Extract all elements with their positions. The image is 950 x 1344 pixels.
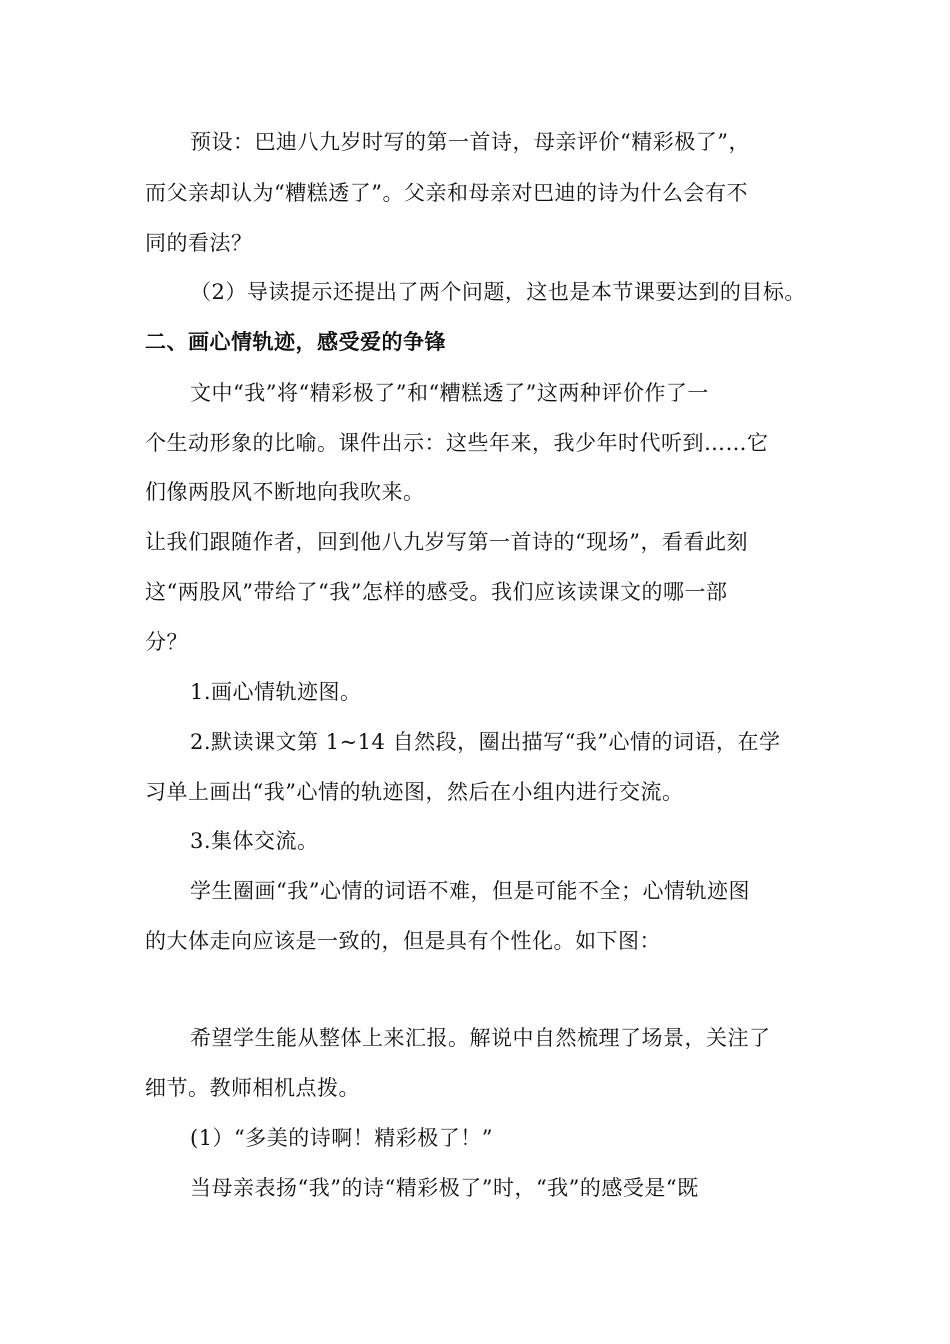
paragraph-line: 同的看法？ bbox=[145, 231, 253, 255]
paragraph-line: 们像两股风不断地向我吹来。 bbox=[145, 480, 425, 504]
paragraph-line: 希望学生能从整体上来汇报。解说中自然梳理了场景，关注了 bbox=[190, 1026, 771, 1050]
paragraph-line: 让我们跟随作者，回到他八九岁写第一首诗的“现场”，看看此刻 bbox=[145, 530, 748, 554]
paragraph-line: 分？ bbox=[145, 630, 188, 654]
paragraph-line: 文中“我”将“精彩极了”和“糟糕透了”这两种评价作了一 bbox=[190, 381, 709, 405]
paragraph-line: （2）导读提示还提出了两个问题，这也是本节课要达到的目标。 bbox=[190, 280, 806, 304]
list-item: 2.默读课文第 1~14 自然段，圈出描写“我”心情的词语，在学 bbox=[190, 730, 781, 754]
paragraph-line: 当母亲表扬“我”的诗“精彩极了”时，“我”的感受是“既 bbox=[190, 1176, 699, 1200]
paragraph-line: 这“两股风”带给了“我”怎样的感受。我们应该读课文的哪一部 bbox=[145, 580, 728, 604]
list-item: 1.画心情轨迹图。 bbox=[190, 680, 362, 704]
paragraph-line: 而父亲却认为“糟糕透了”。父亲和母亲对巴迪的诗为什么会有不 bbox=[145, 181, 748, 205]
paragraph-line: 学生圈画“我”心情的词语不难，但是可能不全；心情轨迹图 bbox=[190, 879, 750, 903]
section-heading: 二、画心情轨迹，感受爱的争锋 bbox=[145, 330, 446, 354]
paragraph-line: 个生动形象的比喻。课件出示：这些年来，我少年时代听到……它 bbox=[145, 431, 769, 455]
list-item: 3.集体交流。 bbox=[190, 829, 319, 853]
paragraph-line: 习单上画出“我”心情的轨迹图，然后在小组内进行交流。 bbox=[145, 780, 684, 804]
paragraph-line: 细节。教师相机点拨。 bbox=[145, 1076, 360, 1100]
paragraph-line: 预设：巴迪八九岁时写的第一首诗，母亲评价“精彩极了”， bbox=[190, 130, 750, 154]
paragraph-line: (1）“多美的诗啊！精彩极了！” bbox=[190, 1126, 494, 1150]
paragraph-line: 的大体走向应该是一致的，但是具有个性化。如下图： bbox=[145, 929, 661, 953]
